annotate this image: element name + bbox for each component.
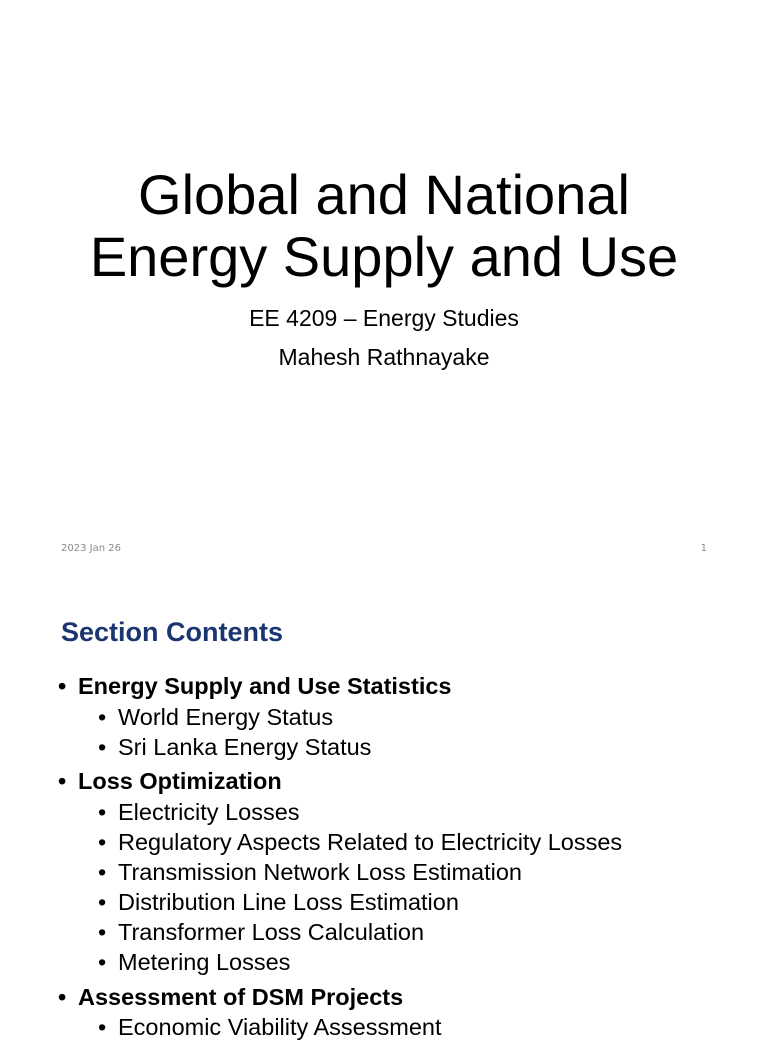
page-number: 1	[700, 543, 707, 554]
contents-item-text: Energy Supply and Use Statistics	[78, 673, 452, 699]
bullet-icon: •	[58, 984, 67, 1010]
contents-item-text: Transmission Network Loss Estimation	[118, 859, 522, 885]
bullet-icon: •	[98, 889, 107, 915]
bullet-icon: •	[58, 768, 67, 794]
bullet-icon: •	[98, 734, 107, 760]
contents-item	[58, 672, 452, 700]
contents-item	[58, 767, 282, 795]
footer-date: 2023 Jan 26	[61, 543, 121, 554]
contents-subitem	[98, 888, 459, 916]
contents-item-text: Transformer Loss Calculation	[118, 919, 425, 945]
bullet-icon: •	[58, 673, 67, 699]
contents-item-text: Sri Lanka Energy Status	[118, 734, 372, 760]
bullet-icon: •	[98, 829, 107, 855]
author-name: Mahesh Rathnayake	[278, 344, 490, 370]
slide-title	[0, 164, 768, 288]
contents-item	[58, 983, 403, 1011]
contents-subitem	[98, 733, 371, 761]
contents-subitem	[98, 703, 333, 731]
bullet-icon: •	[98, 859, 107, 885]
contents-item-text: Assessment of DSM Projects	[78, 984, 404, 1010]
bullet-icon: •	[98, 919, 107, 945]
contents-subitem	[98, 828, 622, 856]
contents-item-text: Loss Optimization	[78, 768, 282, 794]
contents-item-text: Economic Viability Assessment	[118, 1014, 442, 1040]
contents-item-text: Distribution Line Loss Estimation	[118, 889, 459, 915]
section-heading: Section Contents	[61, 617, 284, 647]
bullet-icon: •	[98, 704, 107, 730]
contents-item-text: Metering Losses	[118, 949, 291, 975]
contents-subitem	[98, 798, 300, 826]
bullet-icon: •	[98, 1014, 107, 1040]
title-line-1: Global and National	[138, 163, 630, 226]
contents-subitem	[98, 918, 424, 946]
contents-item-text: Regulatory Aspects Related to Electricity Losses	[118, 829, 623, 855]
contents-slide	[0, 576, 768, 1040]
contents-subitem	[98, 948, 290, 976]
contents-item-text: World Energy Status	[118, 704, 334, 730]
bullet-icon: •	[98, 949, 107, 975]
title-line-2: Energy Supply and Use	[89, 225, 679, 288]
contents-subitem	[98, 1013, 441, 1041]
bullet-icon: •	[98, 799, 107, 825]
course-subtitle: EE 4209 – Energy Studies	[249, 305, 519, 331]
contents-item-text: Electricity Losses	[118, 799, 300, 825]
contents-subitem	[98, 858, 522, 886]
